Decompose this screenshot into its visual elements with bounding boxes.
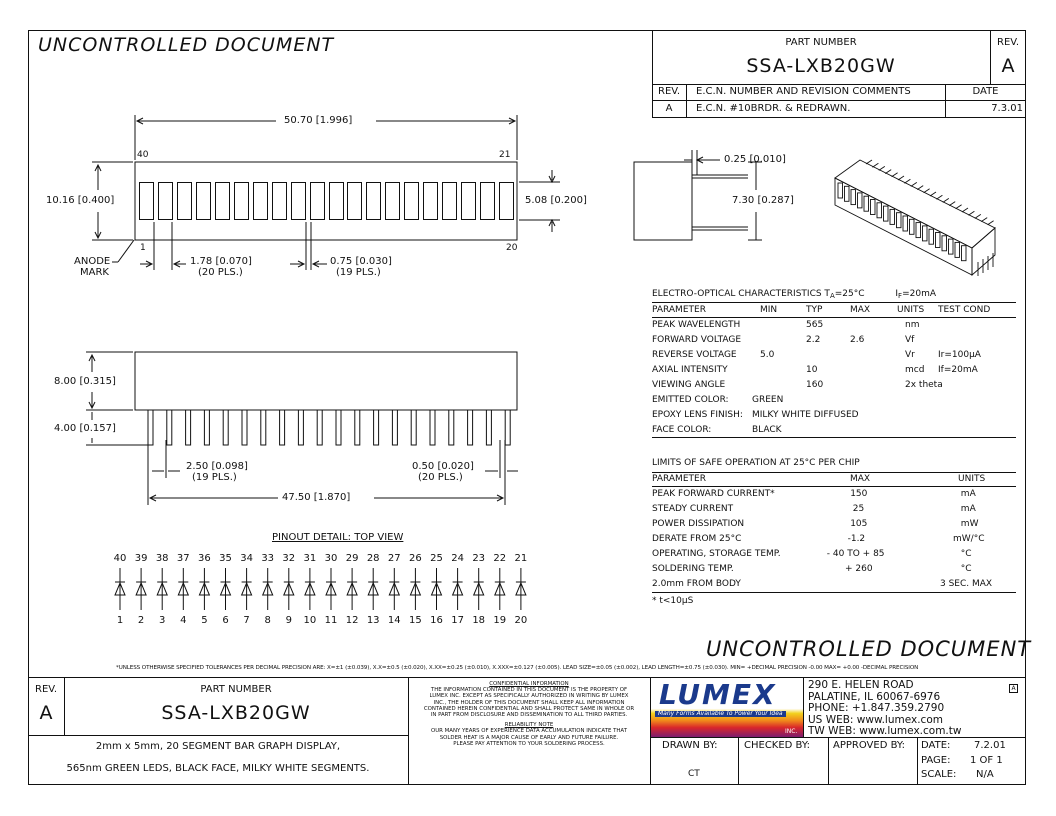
- drawn-by: CT: [688, 769, 700, 779]
- pinout-pin-bottom: 17: [451, 615, 464, 626]
- scale-value: N/A: [976, 769, 994, 780]
- pin-label-1: 1: [140, 243, 146, 253]
- pinout-pin-bottom: 10: [303, 615, 317, 626]
- eo-cell: GREEN: [752, 395, 784, 405]
- pinout-pin-bottom: 16: [430, 615, 443, 626]
- eo-header: TEST COND: [938, 305, 991, 315]
- limits-title: LIMITS OF SAFE OPERATION AT 25°C PER CHIP: [652, 458, 860, 468]
- pinout-pin-top: 21: [514, 553, 528, 564]
- pinout-title: PINOUT DETAIL: TOP VIEW: [272, 532, 404, 543]
- dim-pin-length: 4.00 [0.157]: [54, 423, 116, 434]
- limits-cell: POWER DISSIPATION: [652, 519, 745, 529]
- limits-footnote: * t<10µS: [652, 596, 694, 606]
- eo-cell: VIEWING ANGLE: [652, 380, 726, 390]
- limits-cell: mW: [960, 519, 979, 529]
- rev-table-header: REV.: [658, 86, 680, 97]
- eo-cell: 10: [806, 365, 818, 375]
- eo-header: MAX: [850, 305, 871, 315]
- pinout-pin-top: 33: [261, 553, 275, 564]
- watermark-bottom: UNCONTROLLED DOCUMENT: [706, 637, 1032, 661]
- eo-cell: EPOXY LENS FINISH:: [652, 410, 743, 420]
- pinout-pin-top: 24: [451, 553, 464, 564]
- eo-cell: Ir=100µA: [938, 350, 981, 360]
- eo-cell: 2.6: [850, 335, 865, 345]
- diode-symbol: [115, 568, 125, 610]
- pinout-pin-top: 27: [387, 553, 401, 564]
- rev-table-header: DATE: [972, 86, 999, 97]
- eo-cell: PEAK WAVELENGTH: [652, 320, 741, 330]
- pinout-pin-top: 25: [430, 553, 443, 564]
- limits-cell: 3 SEC. MAX: [940, 579, 993, 589]
- dim-seg-gap-count: (19 PLS.): [336, 267, 381, 278]
- dim-seg-pitch: 1.78 [0.070]: [190, 256, 252, 267]
- limits-cell: 150: [850, 489, 868, 499]
- pinout-pin-top: 35: [219, 553, 232, 564]
- diode-symbol: [474, 568, 484, 610]
- dim-lead-thickness: 0.25 [0.010]: [724, 154, 786, 165]
- eo-cell: 160: [806, 380, 824, 390]
- pinout-pin-top: 40: [113, 553, 127, 564]
- eo-cell: mcd: [905, 365, 925, 375]
- confidential-note: CONFIDENTIAL INFORMATION THE INFORMATION CONTAINED IN THIS DOCUMENT IS THE PROPERTY OF LUMEX INC. EXCEPT AS SPECIFICALLY AUTHORIZED IN WRITING BY LUMEX INC., THE HOLDER OF THIS DOCUMENT SHALL KEEP ALL INFORMATION CONTAINED HEREIN CONFIDENTIAL AND SHALL PROTECT SAME IN WHOLE OR IN PART FROM DISCLOSURE AND DISSEMINATION TO ALL THIRD PARTIES. RELIABILITY NOTE OUR MANY YEARS OF EXPERIENCE DATA ACCUMULATION INDICATE THAT SOLDER HEAT IS A MAJOR CAUSE OF EARLY AND FUTURE FAILURE. PLEASE PAY ATTENTION TO YOUR SOLDERING PROCESS.: [423, 681, 635, 747]
- pinout-pin-top: 31: [303, 553, 317, 564]
- limits-cell: -1.2: [847, 534, 866, 544]
- eo-cell: 2x theta: [905, 380, 943, 390]
- dim-body-height: 8.00 [0.315]: [54, 376, 116, 387]
- limits-cell: 105: [850, 519, 868, 529]
- eo-header: PARAMETER: [652, 305, 706, 315]
- diode-symbol: [178, 568, 188, 610]
- pinout-pin-top: 36: [198, 553, 211, 564]
- pinout-pin-top: 29: [345, 553, 359, 564]
- limits-cell: mA: [960, 504, 976, 514]
- limits-cell: mA: [960, 489, 976, 499]
- part-number: SSA-LXB20GW: [746, 55, 896, 77]
- dim-pin-pitch-count: (19 PLS.): [192, 472, 237, 483]
- pinout-pin-top: 28: [366, 553, 380, 564]
- drawn-by-label: DRAWN BY:: [662, 740, 718, 751]
- eo-header: TYP: [806, 305, 823, 315]
- tb-description: 565nm GREEN LEDS, BLACK FACE, MILKY WHITE SEGMENTS.: [66, 763, 370, 774]
- pinout-pin-bottom: 1: [116, 615, 124, 626]
- eo-cell: 565: [806, 320, 824, 330]
- lumex-logo: LUMEX Many Forms Available To Power Your Idea INC.: [651, 678, 803, 737]
- watermark-top: UNCONTROLLED DOCUMENT: [38, 34, 335, 56]
- diode-symbol: [263, 568, 273, 610]
- diode-symbol: [347, 568, 357, 610]
- eo-cell: Vr: [905, 350, 915, 360]
- diode-symbol: [305, 568, 315, 610]
- rev-label: REV.: [997, 37, 1019, 48]
- diode-symbol: [221, 568, 231, 610]
- limits-header: PARAMETER: [652, 474, 706, 484]
- eo-cell: 2.2: [806, 335, 821, 345]
- dim-seg-gap: 0.75 [0.030]: [330, 256, 392, 267]
- limits-header: MAX: [850, 474, 871, 484]
- rev-table-cell: 7.3.01: [991, 103, 1023, 114]
- pinout-pin-bottom: 20: [514, 615, 528, 626]
- eo-cell: MILKY WHITE DIFFUSED: [752, 410, 859, 420]
- pinout-pin-bottom: 18: [472, 615, 486, 626]
- pin-label-21: 21: [499, 150, 511, 160]
- pinout-pin-bottom: 2: [137, 615, 145, 626]
- limits-cell: °C: [960, 549, 972, 559]
- diode-symbol: [199, 568, 209, 610]
- eo-header: UNITS: [897, 305, 925, 315]
- pinout-pin-top: 26: [409, 553, 422, 564]
- eo-cell: 5.0: [760, 350, 775, 360]
- diode-symbol: [453, 568, 463, 610]
- dim-width: 50.70 [1.996]: [284, 115, 353, 126]
- anode-mark-label: ANODE: [74, 256, 111, 267]
- anode-mark-label: MARK: [80, 267, 109, 278]
- limits-cell: OPERATING, STORAGE TEMP.: [652, 549, 781, 559]
- pinout-pin-bottom: 3: [159, 615, 166, 626]
- date-label: DATE:: [921, 740, 951, 751]
- eo-header: MIN: [760, 305, 778, 315]
- dim-pin-span: 47.50 [1.870]: [282, 492, 351, 503]
- checked-by-label: CHECKED BY:: [744, 740, 811, 751]
- rev-table-cell: A: [665, 103, 673, 114]
- rev-box: A: [1009, 684, 1018, 693]
- limits-cell: mW/°C: [953, 534, 985, 544]
- pinout-pin-top: 38: [155, 553, 169, 564]
- limits-cell: 2.0mm FROM BODY: [652, 579, 741, 589]
- pinout-pin-top: 37: [176, 553, 190, 564]
- pin-label-20: 20: [506, 243, 518, 253]
- rev-value: A: [1001, 55, 1015, 77]
- pinout-pin-top: 22: [493, 553, 507, 564]
- pinout-pin-bottom: 4: [180, 615, 187, 626]
- tb-description: 2mm x 5mm, 20 SEGMENT BAR GRAPH DISPLAY,: [95, 741, 341, 752]
- eo-cell: REVERSE VOLTAGE: [652, 350, 737, 360]
- diode-symbol: [495, 568, 505, 610]
- pinout-pin-bottom: 13: [366, 615, 380, 626]
- diode-symbol: [410, 568, 420, 610]
- dim-depth: 7.30 [0.287]: [732, 195, 794, 206]
- eo-title: ELECTRO-OPTICAL CHARACTERISTICS $T_A=25^\circ C$ $I_F=20mA$: [652, 289, 936, 300]
- page-value: 1 OF 1: [970, 755, 1003, 766]
- diode-symbol: [389, 568, 399, 610]
- diode-symbol: [516, 568, 526, 610]
- approved-by-label: APPROVED BY:: [833, 740, 906, 751]
- dim-seg-height: 5.08 [0.200]: [525, 195, 587, 206]
- diode-symbol: [157, 568, 167, 610]
- limits-cell: DERATE FROM 25°C: [652, 534, 742, 544]
- tb-rev-label: REV.: [35, 684, 57, 695]
- diode-symbol: [432, 568, 442, 610]
- limits-header: UNITS: [958, 474, 986, 484]
- tb-part-number: SSA-LXB20GW: [161, 702, 311, 724]
- dim-pin-width: 0.50 [0.020]: [412, 461, 474, 472]
- pin-label-40: 40: [137, 150, 149, 160]
- limits-cell: °C: [960, 564, 972, 574]
- eo-cell: FACE COLOR:: [652, 425, 712, 435]
- pinout-pin-bottom: 9: [285, 615, 292, 626]
- part-number-label: PART NUMBER: [785, 37, 857, 48]
- diode-symbol: [284, 568, 294, 610]
- eo-cell: If=20mA: [938, 365, 978, 375]
- pinout-pin-bottom: 19: [493, 615, 507, 626]
- dim-pin-pitch: 2.50 [0.098]: [186, 461, 248, 472]
- tolerance-note: *UNLESS OTHERWISE SPECIFIED TOLERANCES PER DECIMAL PRECISION ARE: X=±1 (±0.039), X.X=±0.5 (±0.020), X.XX=±0.25 (±0.010), X.XXX=±0.127 (±0.005). LEAD SIZE=±0.05 (±0.002), LEAD LENGTH=±0.75 (±0.030). MIN= +DECIMAL PRECISION -0.00 MAX= +0.00 -DECIMAL PRECISION: [116, 665, 919, 671]
- date-value: 7.2.01: [974, 740, 1006, 751]
- pinout-pin-top: 23: [472, 553, 486, 564]
- pinout-pin-top: 32: [282, 553, 296, 564]
- pinout-pin-bottom: 11: [324, 615, 338, 626]
- pinout-pin-bottom: 8: [264, 615, 271, 626]
- page-label: PAGE:: [921, 755, 951, 766]
- eo-cell: FORWARD VOLTAGE: [652, 335, 742, 345]
- tb-part-number-label: PART NUMBER: [200, 684, 272, 695]
- company-address: 290 E. HELEN ROAD PALATINE, IL 60067-6976 PHONE: +1.847.359.2790 US WEB: www.lumex.com TW WEB: www.lumex.com.tw: [808, 679, 962, 737]
- diode-symbol: [136, 568, 146, 610]
- limits-cell: 25: [852, 504, 865, 514]
- pinout-pin-bottom: 12: [345, 615, 359, 626]
- dim-pin-width-count: (20 PLS.): [418, 472, 463, 483]
- eo-cell: Vf: [905, 335, 915, 345]
- eo-cell: EMITTED COLOR:: [652, 395, 729, 405]
- limits-cell: SOLDERING TEMP.: [652, 564, 734, 574]
- limits-cell: STEADY CURRENT: [652, 504, 734, 514]
- rev-table-header: E.C.N. NUMBER AND REVISION COMMENTS: [696, 86, 911, 97]
- pinout-pin-top: 30: [324, 553, 338, 564]
- scale-label: SCALE:: [921, 769, 957, 780]
- dim-seg-pitch-count: (20 PLS.): [198, 267, 243, 278]
- diode-symbol: [368, 568, 378, 610]
- dim-height: 10.16 [0.400]: [46, 195, 115, 206]
- tb-rev: A: [39, 702, 53, 724]
- pinout-pin-bottom: 14: [387, 615, 401, 626]
- eo-cell: BLACK: [752, 425, 782, 435]
- limits-cell: PEAK FORWARD CURRENT*: [652, 489, 775, 499]
- rev-table-cell: E.C.N. #10BRDR. & REDRAWN.: [696, 103, 851, 114]
- diode-symbol: [326, 568, 336, 610]
- limits-cell: - 40 TO + 85: [826, 549, 885, 559]
- eo-cell: AXIAL INTENSITY: [652, 365, 728, 375]
- pinout-pin-bottom: 15: [409, 615, 422, 626]
- pinout-pin-top: 39: [134, 553, 148, 564]
- diode-symbol: [242, 568, 252, 610]
- pinout-pin-bottom: 6: [222, 615, 229, 626]
- pinout-pin-bottom: 7: [243, 615, 250, 626]
- pinout-pin-top: 34: [240, 553, 253, 564]
- eo-cell: nm: [905, 320, 920, 330]
- pinout-pin-bottom: 5: [201, 615, 208, 626]
- limits-cell: + 260: [845, 564, 873, 574]
